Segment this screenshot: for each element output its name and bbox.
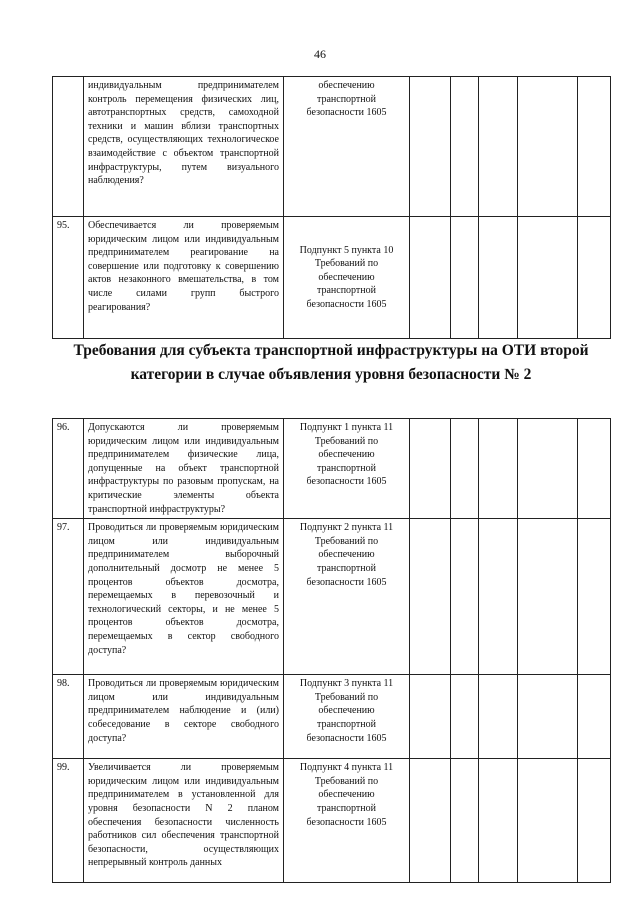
answer-cell [410, 77, 451, 217]
answer-cell [518, 217, 578, 339]
row-number: 99. [53, 759, 84, 883]
answer-cell [518, 519, 578, 675]
answer-cell [410, 217, 451, 339]
answer-cell [451, 675, 479, 759]
answer-cell [479, 77, 518, 217]
answer-cell [410, 759, 451, 883]
answer-cell [578, 217, 611, 339]
row-number: 95. [53, 217, 84, 339]
answer-cell [451, 759, 479, 883]
answer-cell [479, 419, 518, 519]
answer-cell [451, 217, 479, 339]
answer-cell [451, 519, 479, 675]
answer-cell [410, 675, 451, 759]
answer-cell [578, 77, 611, 217]
table-row [53, 77, 611, 217]
answer-cell [479, 675, 518, 759]
table-row [53, 419, 611, 519]
table-row [53, 217, 611, 339]
row-number [53, 77, 84, 217]
answer-cell [479, 759, 518, 883]
question-cell: Допускаются ли проверяемым юридическим лицом или индивидуальным предпринимателем физические лица, допущенные на объект транспортной инфраструктуры по разовым пропускам, на критические элементы объекта транспортной инфраструктуры? [84, 419, 284, 519]
answer-cell [578, 759, 611, 883]
page-number: 46 [314, 47, 326, 61]
reference-cell: Подпункт 5 пункта 10 Требований по обеспечению транспортной безопасности 1605 [284, 217, 410, 339]
reference-cell: обеспечению транспортной безопасности 1605 [284, 77, 410, 217]
answer-cell [518, 675, 578, 759]
section-title: Требования для субъекта транспортной инфраструктуры на ОТИ второй категории в случае объявления уровня безопасности № 2 [73, 342, 589, 383]
question-cell: индивидуальным предпринимателем контроль перемещения физических лиц, автотранспортных средств, самоходной техники и машин вблизи транспортных средств, осуществляющих технологическое взаимодействие с объектом транспортной инфраструктуры, путем визуального наблюдения? [84, 77, 284, 217]
answer-cell [518, 759, 578, 883]
reference-cell: Подпункт 1 пункта 11 Требований по обеспечению транспортной безопасности 1605 [284, 419, 410, 519]
answer-cell [518, 419, 578, 519]
table-row [53, 519, 611, 675]
row-number: 96. [53, 419, 84, 519]
row-number: 98. [53, 675, 84, 759]
answer-cell [451, 77, 479, 217]
table-row [53, 759, 611, 883]
row-number: 97. [53, 519, 84, 675]
answer-cell [410, 419, 451, 519]
question-cell: Обеспечивается ли проверяемым юридическим лицом или индивидуальным предпринимателем реагирование на совершение или подготовку к совершению актов незаконного вмешательства, в том числе силами групп быстрого реагирования? [84, 217, 284, 339]
checklist-table-top [52, 76, 611, 339]
question-cell: Увеличивается ли проверяемым юридическим лицом или индивидуальным предпринимателем в установленной для уровня безопасности N 2 планом обеспечения безопасности численность работников сил обеспечения транспортной безопасности, осуществляющих непрерывный контроль данных [84, 759, 284, 883]
answer-cell [518, 77, 578, 217]
reference-cell: Подпункт 3 пункта 11 Требований по обеспечению транспортной безопасности 1605 [284, 675, 410, 759]
answer-cell [479, 519, 518, 675]
reference-cell: Подпункт 4 пункта 11 Требований по обеспечению транспортной безопасности 1605 [284, 759, 410, 883]
answer-cell [578, 519, 611, 675]
answer-cell [479, 217, 518, 339]
reference-cell: Подпункт 2 пункта 11 Требований по обеспечению транспортной безопасности 1605 [284, 519, 410, 675]
checklist-table-bottom [52, 418, 611, 883]
question-cell: Проводиться ли проверяемым юридическим лицом или индивидуальным предпринимателем выборочный дополнительный досмотр не менее 5 процентов объектов досмотра, перемещаемых в перевозочный и технологический секторы, и не менее 5 процентов объектов досмотра, перемещаемых в сектор свободного доступа? [84, 519, 284, 675]
question-cell: Проводиться ли проверяемым юридическим лицом или индивидуальным предпринимателем наблюдение и (или) собеседование в секторе свободного доступа? [84, 675, 284, 759]
table-row [53, 675, 611, 759]
answer-cell [578, 419, 611, 519]
answer-cell [578, 675, 611, 759]
answer-cell [410, 519, 451, 675]
answer-cell [451, 419, 479, 519]
